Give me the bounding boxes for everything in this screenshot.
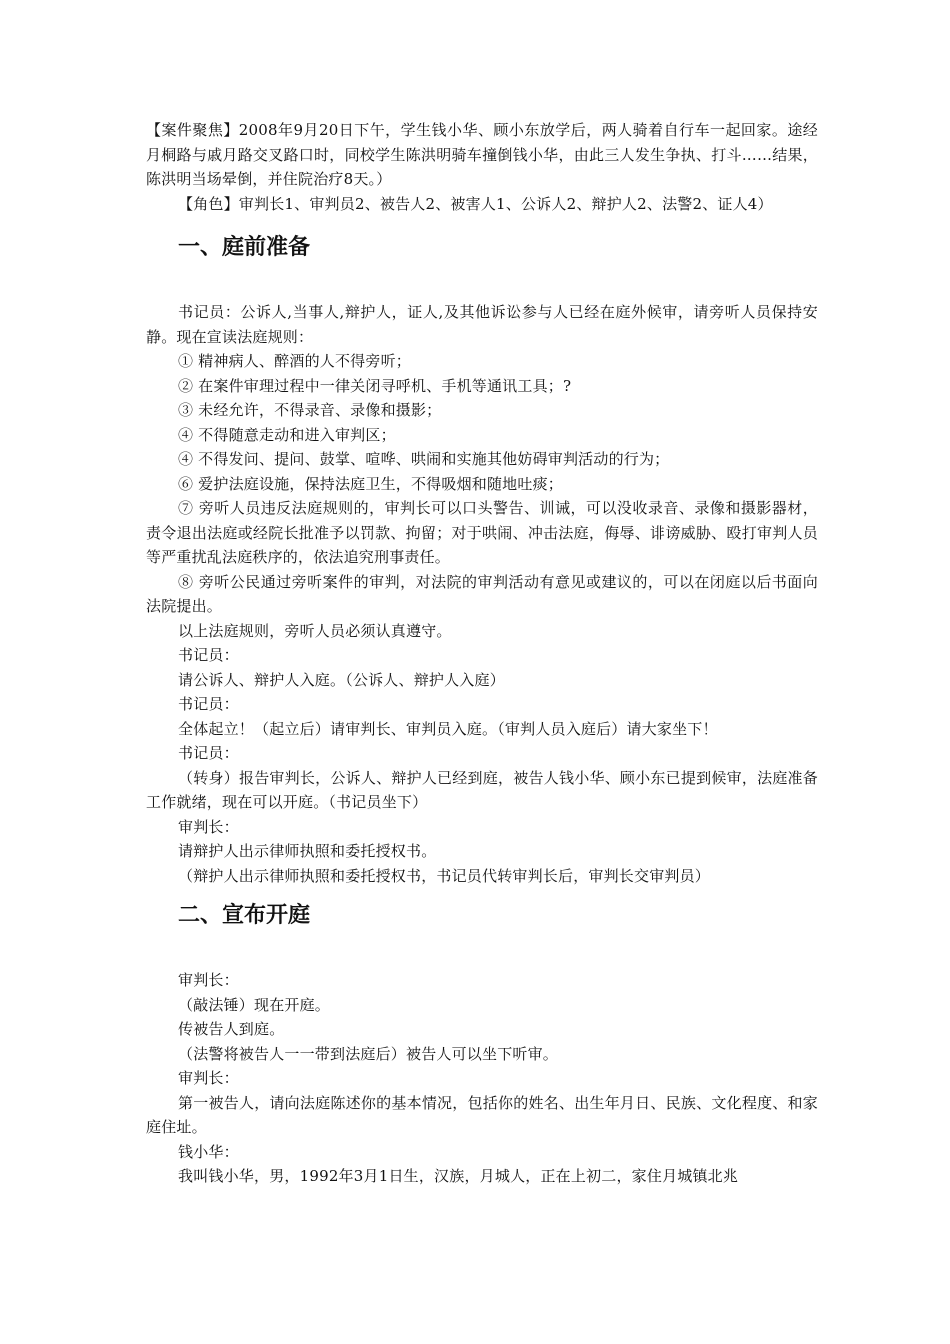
court-rule-item: ④ 不得发问、提问、鼓掌、喧哗、哄闹和实施其他妨碍审判活动的行为； (178, 450, 670, 468)
section-heading-court-opening: 二、宣布开庭 (178, 903, 311, 928)
paragraph: 传被告人到庭。 (178, 1020, 285, 1038)
speaker-label: 书记员： (178, 744, 239, 762)
section-body-court-opening (146, 968, 818, 1189)
court-rule-item: ⑧ 旁听公民通过旁听案件的审判，对法院的审判活动有意见或建议的，可以在闭庭以后书面向法院提出。 (146, 572, 818, 615)
paragraph: （转身）报告审判长，公诉人、辩护人已经到庭，被告人钱小华、顾小东已提到候审，法庭准备工作就绪，现在可以开庭。（书记员坐下） (146, 768, 818, 811)
paragraph: 我叫钱小华，男，1992年3月1日生，汉族，月城人，正在上初二，家住月城镇北兆 (178, 1167, 739, 1185)
paragraph: （敲法锤）现在开庭。 (178, 995, 331, 1014)
roles-paragraph: 【角色】审判长1、审判员2、被告人2、被害人1、公诉人2、辩护人2、法警2、证人4） (178, 194, 773, 213)
paragraph: 以上法庭规则，旁听人员必须认真遵守。 (178, 621, 452, 640)
paragraph: （辩护人出示律师执照和委托授权书，书记员代转审判长后，审判长交审判员） (178, 866, 711, 885)
speaker-label: 审判长： (178, 1069, 239, 1087)
speaker-label: 书记员： (178, 646, 239, 664)
paragraph: 书记员：公诉人,当事人,辩护人，证人,及其他诉讼参与人已经在庭外候审，请旁听人员保持安静。现在宣读法庭规则： (146, 303, 818, 346)
speaker-label: 审判长： (178, 971, 239, 989)
speaker-label: 书记员： (178, 695, 239, 713)
section-body-pretrial (146, 300, 818, 888)
court-rule-item: ④ 不得随意走动和进入审判区； (178, 425, 396, 444)
paragraph: 第一被告人，请向法庭陈述你的基本情况，包括你的姓名、出生年月日、民族、文化程度、和家庭住址。 (146, 1093, 818, 1136)
court-rule-item: ① 精神病人、醉酒的人不得旁听； (178, 352, 411, 370)
speaker-label: 钱小华： (178, 1142, 239, 1161)
speaker-label: 审判长： (178, 817, 239, 836)
paragraph: 全体起立！（起立后）请审判长、审判员入庭。（审判人员入庭后）请大家坐下！ (178, 719, 718, 738)
court-rule-item: ⑦ 旁听人员违反法庭规则的，审判长可以口头警告、训诫，可以没收录音、录像和摄影器材，责令退出法庭或经院长批准予以罚款、拘留；对于哄闹、冲击法庭，侮辱、诽谤威胁、殴打审判人员等严重扰乱法庭秩序的，依法追究刑事责任。 (146, 499, 818, 566)
paragraph: （法警将被告人一一带到法庭后）被告人可以坐下听审。 (178, 1044, 559, 1063)
paragraph: 请辩护人出示律师执照和委托授权书。 (178, 842, 437, 860)
court-rule-item: ③ 未经允许，不得录音、录像和摄影； (178, 401, 442, 419)
case-focus-paragraph: 【案件聚焦】2008年9月20日下午，学生钱小华、顾小东放学后，两人骑着自行车一起回家。途经月桐路与戚月路交叉路口时，同校学生陈洪明骑车撞倒钱小华，由此三人发生争执、打斗……结果，陈洪明当场晕倒，并住院治疗8天。） (146, 121, 818, 188)
court-rule-item: ② 在案件审理过程中一律关闭寻呼机、手机等通讯工具；? (178, 376, 572, 395)
paragraph: 请公诉人、辩护人入庭。（公诉人、辩护人入庭） (178, 670, 505, 689)
section-heading-pretrial: 一、庭前准备 (178, 235, 311, 260)
court-rule-item: ⑥ 爱护法庭设施，保持法庭卫生，不得吸烟和随地吐痰； (178, 474, 563, 493)
